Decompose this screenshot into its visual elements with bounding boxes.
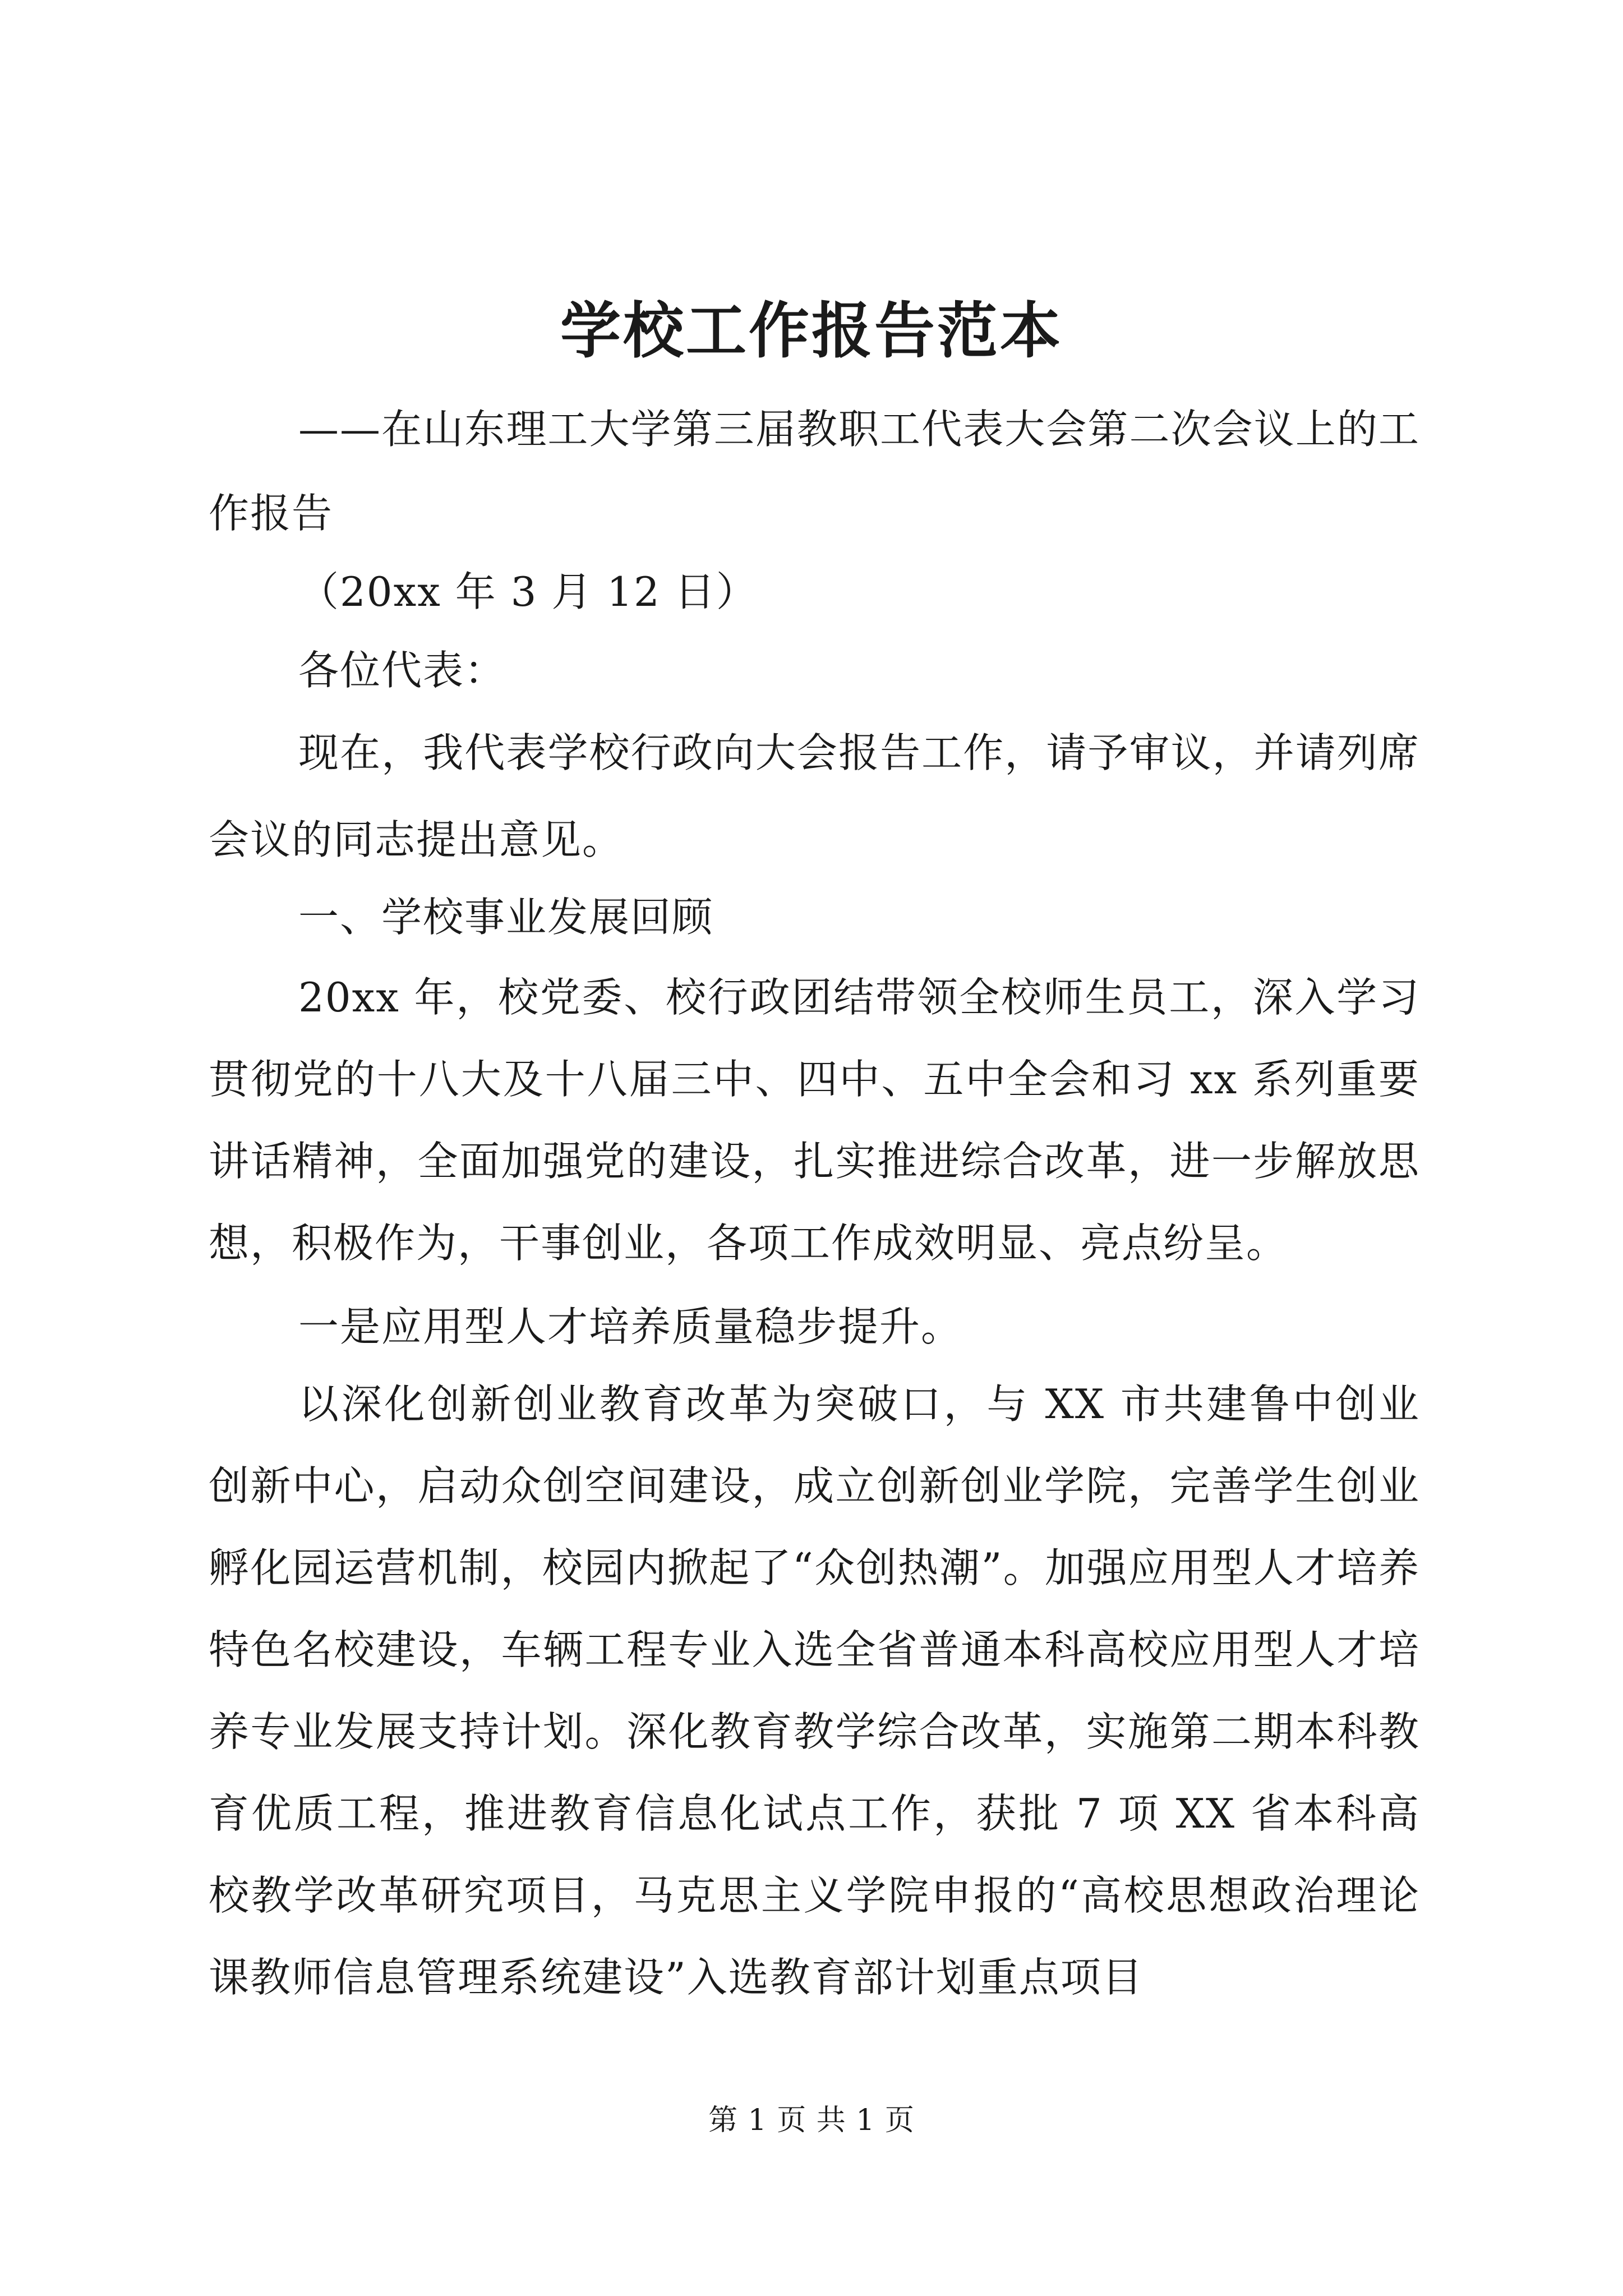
subsection-heading: 一是应用型人才培养质量稳步提升。: [298, 1303, 963, 1350]
document-subtitle: ——在山东理工大学第三届教职工代表大会第二次会议上的工作报告: [209, 406, 1420, 537]
page-footer: 第 1 页 共 1 页: [708, 2104, 915, 2137]
paragraph-intro: 现在，我代表学校行政向大会报告工作，请予审议，并请列席会议的同志提出意见。: [209, 729, 1420, 863]
salutation: 各位代表：: [298, 647, 506, 694]
paragraph-talent-training: 以深化创新创业教育改革为突破口，与 XX 市共建鲁中创业创新中心，启动众创空间建设，成立创新创业学院，完善学生创业孵化园运营机制，校园内掀起了“众创热潮”。加强应用型人才培养特色名校建设，车辆工程专业入选全省普通本科高校应用型人才培养专业发展支持计划。深化教育教学综合改革，实施第二期本科教育优质工程，推进教育信息化试点工作，获批 7 项 XX 省本科高校教学改革研究项目，马克思主义学院申报的“高校思想政治理论课教师信息管理系统建设”入选教育部计划重点项目: [209, 1381, 1420, 2001]
section-heading: 一、学校事业发展回顾: [298, 894, 714, 941]
document-title: 学校工作报告范本: [560, 296, 1063, 366]
report-date: （20xx 年 3 月 12 日）: [298, 568, 758, 615]
paragraph-review: 20xx 年，校党委、校行政团结带领全校师生员工，深入学习贯彻党的十八大及十八届三中、四中、五中全会和习 xx 系列重要讲话精神，全面加强党的建设，扎实推进综合改革，进一步解放思想，积极作为，干事创业，各项工作成效明显、亮点纷呈。: [209, 974, 1420, 1267]
